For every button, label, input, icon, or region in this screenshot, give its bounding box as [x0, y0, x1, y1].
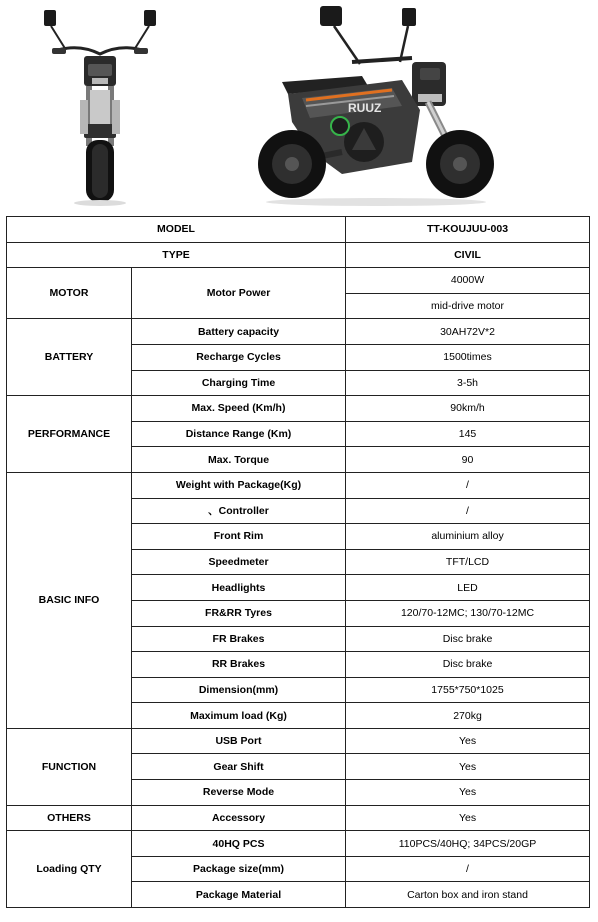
spec-value: 90 [346, 447, 590, 473]
spec-name: FR&RR Tyres [132, 600, 346, 626]
spec-value: 1500times [346, 344, 590, 370]
spec-name: 、Controller [132, 498, 346, 524]
table-row [7, 831, 590, 857]
group-label-loading-qty: Loading QTY [7, 831, 132, 908]
group-label-basic-info: BASIC INFO [7, 472, 132, 728]
side-badge-text: RUUZ [348, 101, 382, 115]
table-row [7, 472, 590, 498]
spec-value: / [346, 498, 590, 524]
spec-value: Yes [346, 805, 590, 831]
table-row [7, 217, 590, 243]
spec-name: Weight with Package(Kg) [132, 472, 346, 498]
spec-value: 30AH72V*2 [346, 319, 590, 345]
group-label-battery: BATTERY [7, 319, 132, 396]
spec-name: Max. Speed (Km/h) [132, 396, 346, 422]
motorcycle-side-photo [252, 2, 502, 212]
spec-value: Yes [346, 754, 590, 780]
spec-name: Max. Torque [132, 447, 346, 473]
product-photos [0, 0, 598, 215]
group-label-function: FUNCTION [7, 728, 132, 805]
spec-value: 3-5h [346, 370, 590, 396]
table-row [7, 242, 590, 268]
table-row [7, 728, 590, 754]
spec-name: USB Port [132, 728, 346, 754]
spec-name: Battery capacity [132, 319, 346, 345]
type-value: CIVIL [346, 242, 590, 268]
table-row [7, 319, 590, 345]
spec-value: 4000W [346, 268, 590, 294]
spec-name: Front Rim [132, 524, 346, 550]
spec-name: RR Brakes [132, 652, 346, 678]
spec-name: Distance Range (Km) [132, 421, 346, 447]
spec-name: Recharge Cycles [132, 344, 346, 370]
spec-name: Headlights [132, 575, 346, 601]
type-label: TYPE [7, 242, 346, 268]
spec-name: Package size(mm) [132, 856, 346, 882]
spec-name: Package Material [132, 882, 346, 908]
spec-value: Disc brake [346, 626, 590, 652]
group-label-others: OTHERS [7, 805, 132, 831]
spec-value: Yes [346, 728, 590, 754]
spec-name: Accessory [132, 805, 346, 831]
group-label-motor: MOTOR [7, 268, 132, 319]
spec-table [6, 216, 590, 908]
table-row [7, 268, 590, 294]
spec-name: 40HQ PCS [132, 831, 346, 857]
spec-value: TFT/LCD [346, 549, 590, 575]
spec-value: LED [346, 575, 590, 601]
spec-name: Reverse Mode [132, 780, 346, 806]
spec-value: 145 [346, 421, 590, 447]
spec-value: Disc brake [346, 652, 590, 678]
spec-value: / [346, 472, 590, 498]
spec-value: mid-drive motor [346, 293, 590, 319]
spec-name: FR Brakes [132, 626, 346, 652]
spec-value: Yes [346, 780, 590, 806]
spec-name: Dimension(mm) [132, 677, 346, 703]
spec-name: Charging Time [132, 370, 346, 396]
spec-name: Gear Shift [132, 754, 346, 780]
spec-value: 1755*750*1025 [346, 677, 590, 703]
spec-value: Carton box and iron stand [346, 882, 590, 908]
spec-name: Maximum load (Kg) [132, 703, 346, 729]
group-label-performance: PERFORMANCE [7, 396, 132, 473]
table-row [7, 396, 590, 422]
spec-value: 90km/h [346, 396, 590, 422]
spec-name: Motor Power [132, 268, 346, 319]
spec-value: 270kg [346, 703, 590, 729]
table-row [7, 805, 590, 831]
spec-value: aluminium alloy [346, 524, 590, 550]
motorcycle-front-photo [40, 4, 170, 209]
spec-name: Speedmeter [132, 549, 346, 575]
spec-value: / [346, 856, 590, 882]
model-label: MODEL [7, 217, 346, 243]
spec-value: 120/70-12MC; 130/70-12MC [346, 600, 590, 626]
model-value: TT-KOUJUU-003 [346, 217, 590, 243]
spec-value: 110PCS/40HQ; 34PCS/20GP [346, 831, 590, 857]
